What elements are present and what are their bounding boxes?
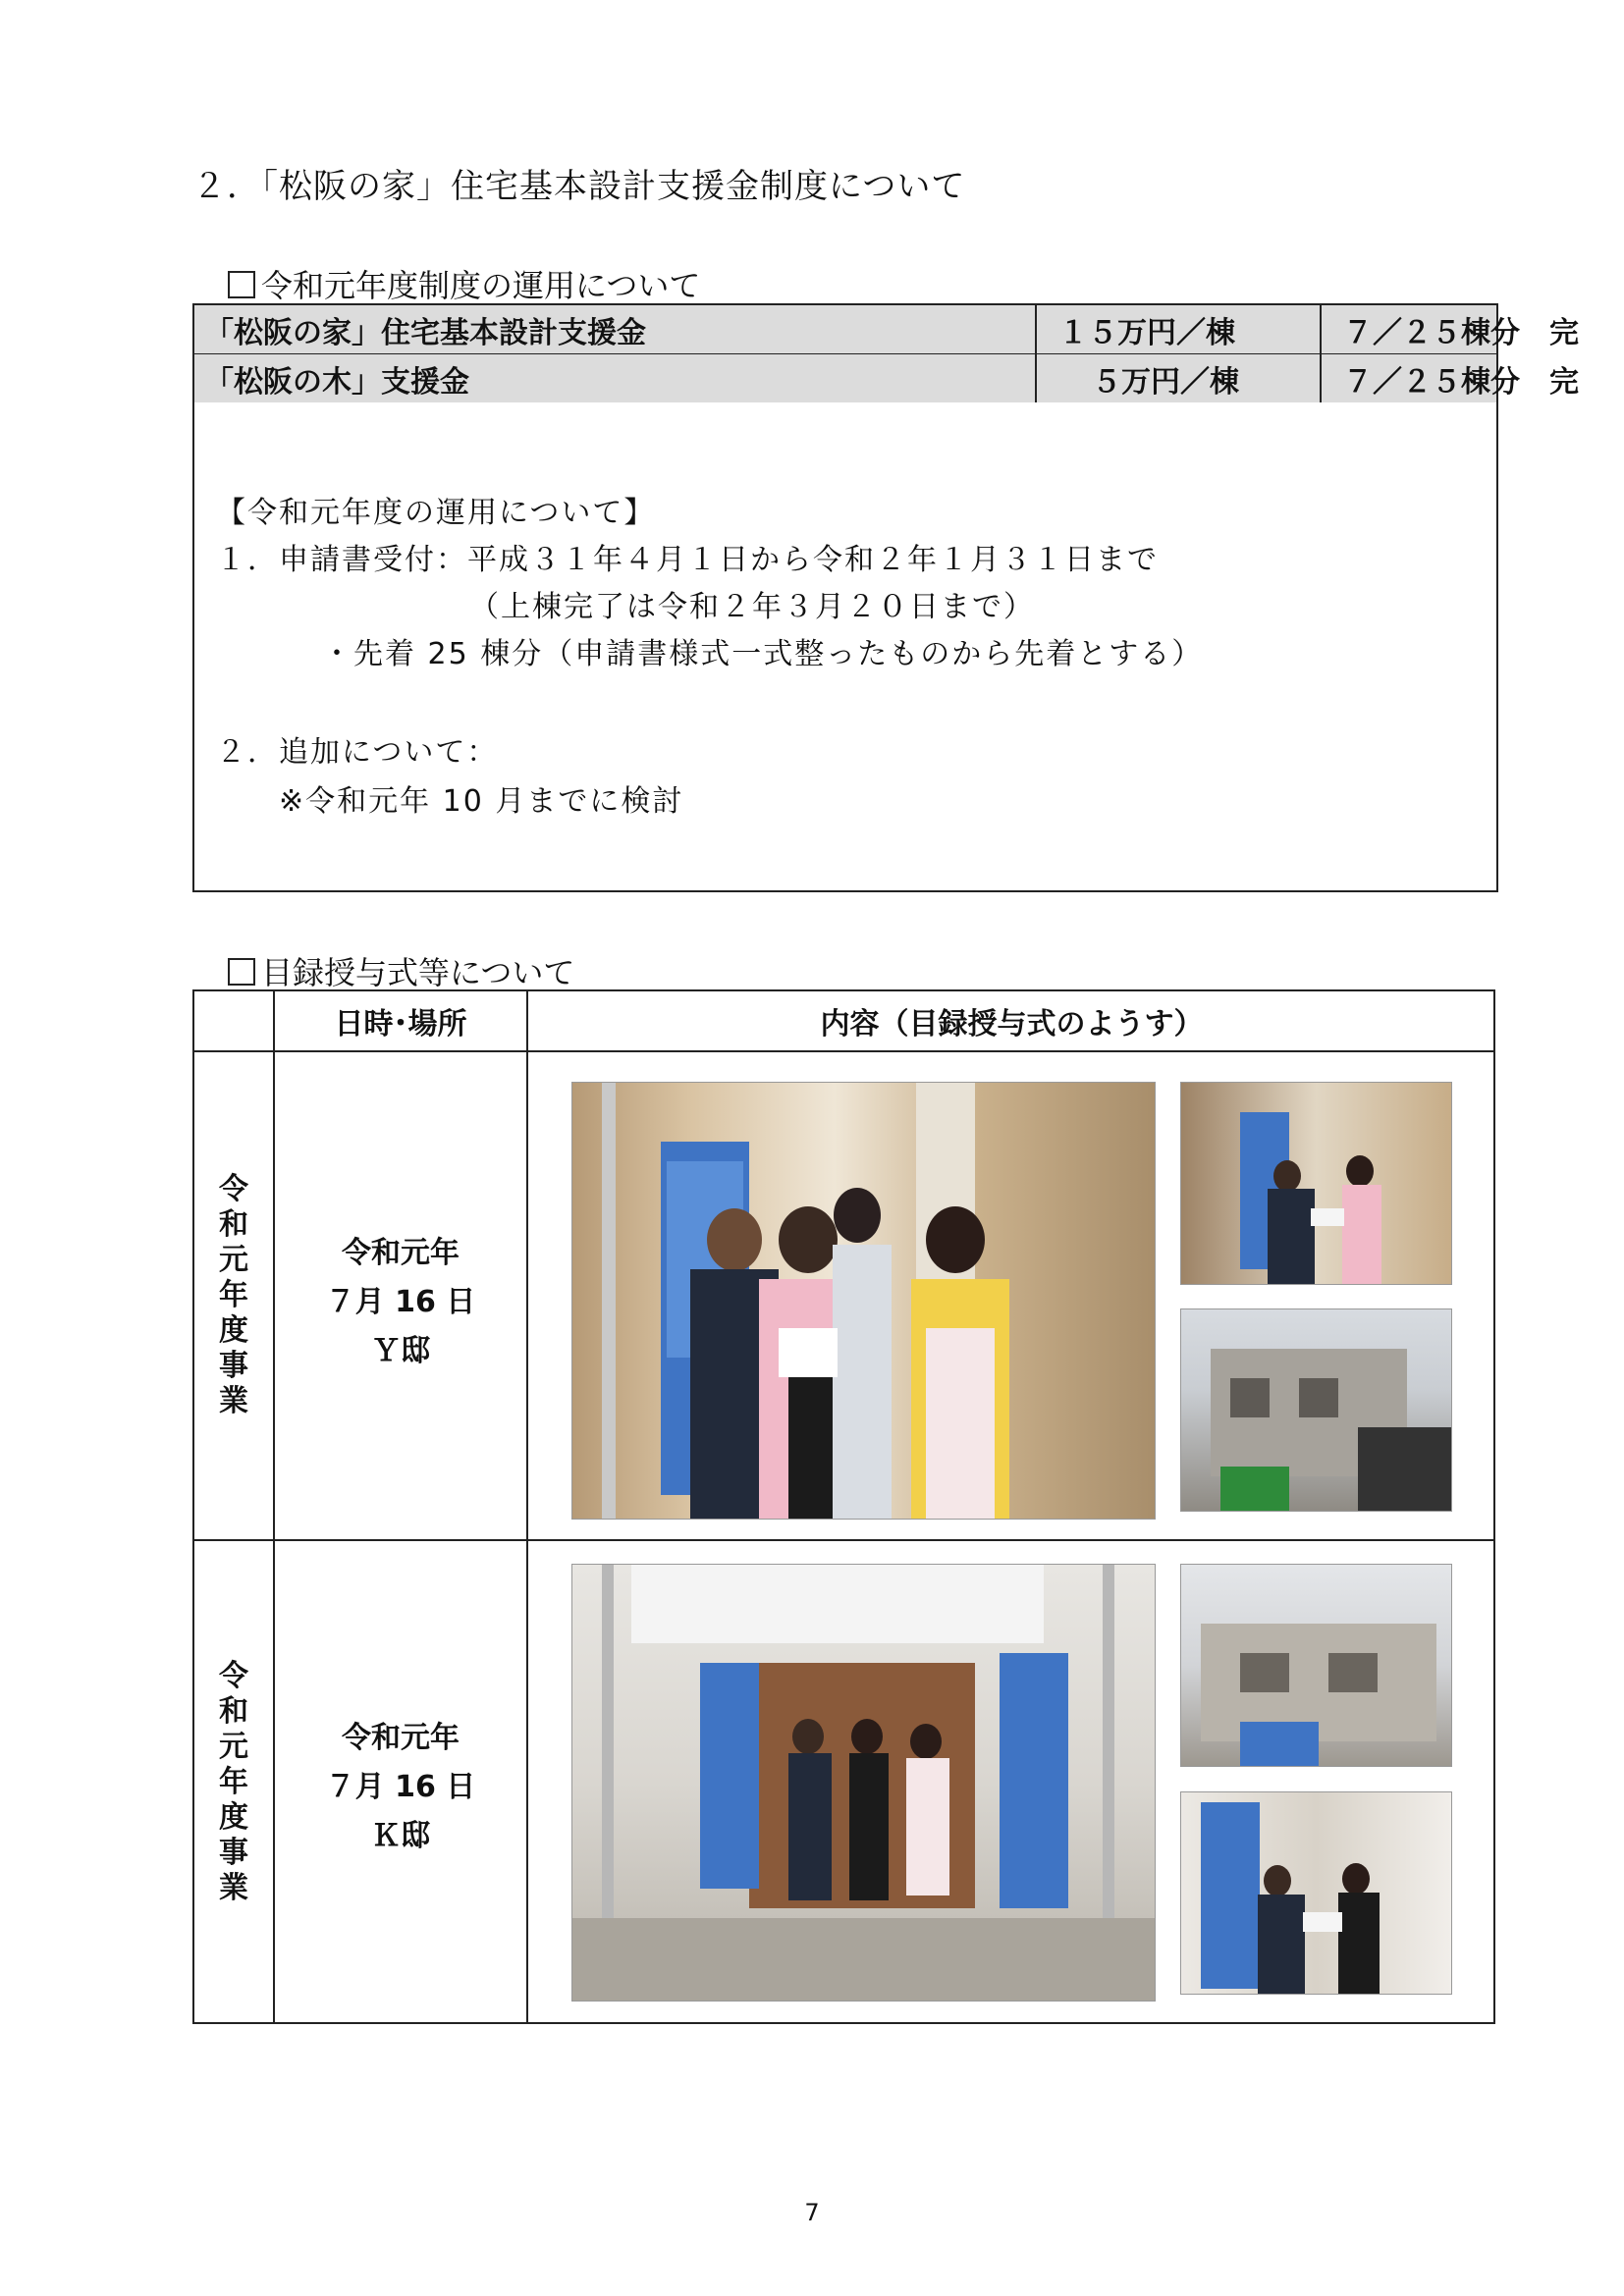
house-photo [1180, 1564, 1452, 1767]
date-place [275, 1229, 526, 1376]
date-place [275, 1714, 526, 1861]
date-year: 令和元年 [342, 1721, 460, 1755]
date-day: ７月 16 日 [325, 1770, 476, 1804]
ceremony-photo-main [571, 1564, 1156, 2002]
category-vertical-label: 令 和 元 年 度 事 業 [219, 1659, 248, 1905]
header-content: 内容（目録授与式のようす） [820, 1007, 1204, 1041]
notes-line: （上棟完了は令和２年３月２０日まで） [469, 590, 1035, 624]
subsidy-status: ７／２５棟分 完 [1320, 305, 1500, 353]
subsection-title-text: 令和元年度制度の運用について [261, 267, 701, 304]
date-day: ７月 16 日 [325, 1285, 476, 1319]
notes-line: ※令和元年 10 月までに検討 [279, 784, 684, 819]
ceremony-photo-handover [1180, 1082, 1452, 1285]
ceremony-table [192, 989, 1495, 2024]
place: Ｋ邸 [371, 1819, 430, 1853]
notes-title: 【令和元年度の運用について】 [216, 496, 656, 530]
subsidy-amount: ５万円／棟 [1035, 354, 1320, 402]
subsidy-name: 「松阪の家」住宅基本設計支援金 [204, 315, 646, 350]
page-number: 7 [804, 2199, 820, 2226]
subsection-title-ceremony [228, 948, 574, 993]
subsection-title-text: 目録授与式等について [261, 954, 575, 991]
subsidy-table [192, 303, 1579, 401]
subsidy-amount: １５万円／棟 [1035, 305, 1320, 353]
ceremony-photo-main [571, 1082, 1156, 1520]
operation-notes-box [192, 400, 1498, 892]
checkbox-icon [228, 271, 255, 298]
place: Ｙ邸 [371, 1334, 430, 1368]
notes-line: １．申請書受付：平成３１年４月１日から令和２年１月３１日まで [216, 543, 1159, 577]
notes-line: ・先着 25 棟分（申請書様式一式整ったものから先着とする） [322, 637, 1204, 671]
subsidy-name: 「松阪の木」支援金 [204, 364, 469, 400]
section-heading: ２．「松阪の家」住宅基本設計支援金制度について [192, 167, 966, 206]
ceremony-photo-handover [1180, 1791, 1452, 1995]
table-row [194, 305, 1579, 355]
subsection-title-operation [228, 261, 700, 306]
house-photo [1180, 1308, 1452, 1512]
table-row [194, 354, 1579, 402]
checkbox-icon [228, 958, 255, 986]
header-date-place: 日時･場所 [334, 1007, 467, 1041]
category-vertical-label: 令 和 元 年 度 事 業 [219, 1172, 248, 1418]
date-year: 令和元年 [342, 1236, 460, 1270]
subsidy-status: ７／２５棟分 完 [1320, 354, 1500, 402]
notes-line: ２．追加について： [216, 735, 499, 770]
